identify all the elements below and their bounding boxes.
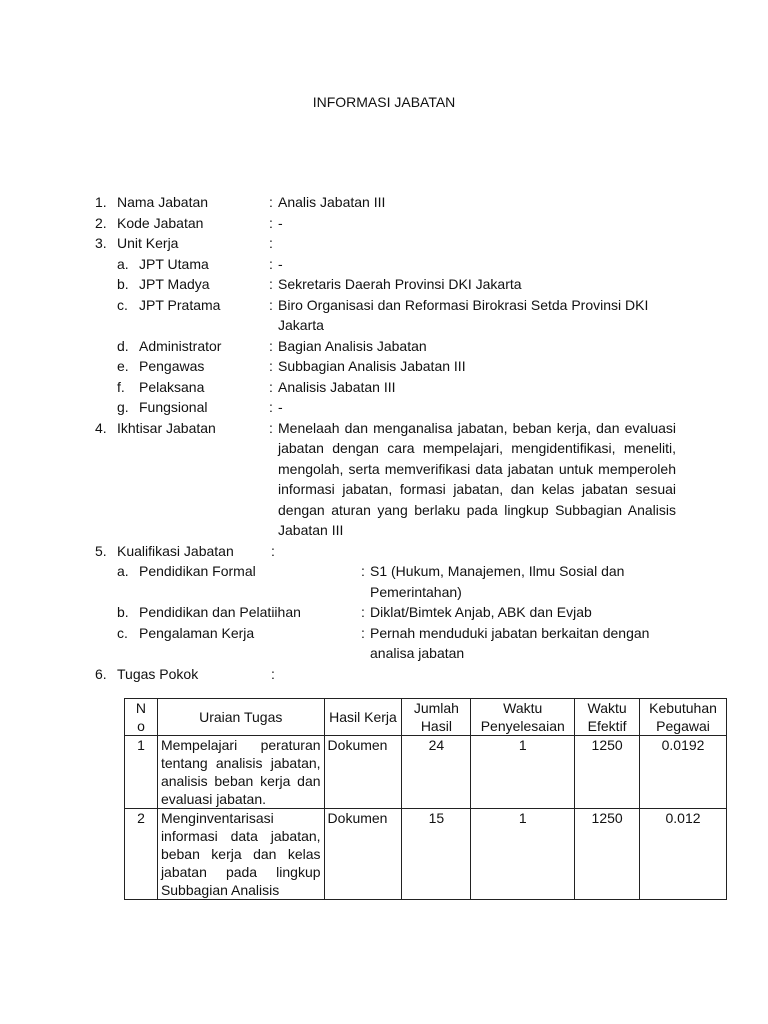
- item-number: 5.: [95, 542, 107, 559]
- cell-hasil-kerja: Dokumen: [324, 809, 402, 900]
- sub-label: Pendidikan dan Pelatiihan: [139, 604, 301, 620]
- sub-value: Bagian Analisis Jabatan: [278, 337, 427, 354]
- sub-letter: b.: [117, 276, 129, 292]
- header-kebutuhan-pegawai: Kebutuhan Pegawai: [640, 699, 727, 736]
- header-jumlah-hasil: Jumlah Hasil: [402, 699, 471, 736]
- item-label: Nama Jabatan: [117, 194, 209, 210]
- ikhtisar-text: Menelaah dan menganalisa jabatan, beban kerja, dan evaluasi jabatan dengan cara mempelajari, mengidentifikasi, meneliti, mengolah, serta memverifikasi data jabatan untuk memperoleh informasi jabatan, formasi jabatan, dan kelas jabatan sesuai dengan aturan yang berlaku pada lingkup Subbagian Analisis Jabatan III: [278, 419, 676, 538]
- sub-value: Diklat/Bimtek Anjab, ABK dan Evjab: [370, 604, 592, 620]
- unit-jpt-pratama: [95, 295, 695, 336]
- item-number: 3.: [95, 235, 107, 251]
- cell-hasil-kerja: Dokumen: [324, 736, 402, 809]
- table-row: [125, 736, 727, 809]
- table-header-row: [125, 699, 727, 736]
- sub-label: Pelaksana: [139, 378, 205, 395]
- kual-pendidikan-pelatihan: [95, 602, 695, 623]
- colon: :: [361, 624, 365, 641]
- cell-uraian: Mempelajari peraturan tentang analisis jabatan, analisis beban kerja dan evaluasi jabatan.: [157, 736, 324, 809]
- item-number: 1.: [95, 194, 107, 210]
- sub-label: Administrator: [139, 337, 222, 354]
- colon: :: [361, 563, 365, 579]
- sub-letter: b.: [117, 604, 129, 620]
- unit-pelaksana: [95, 377, 695, 398]
- header-waktu-penyelesaian: Waktu Penyelesaian: [471, 699, 575, 736]
- item-label: Unit Kerja: [117, 235, 179, 251]
- item-ikhtisar-jabatan: [95, 418, 695, 541]
- sub-value: Pernah menduduki jabatan berkaitan dengan analisa jabatan: [370, 624, 650, 661]
- kual-pendidikan-formal: [95, 561, 695, 602]
- item-label: Kode Jabatan: [117, 214, 204, 231]
- header-waktu-efektif: Waktu Efektif: [575, 699, 640, 736]
- sub-value: S1 (Hukum, Manajemen, Ilmu Sosial dan Pemerintahan): [370, 563, 625, 600]
- item-value: -: [278, 214, 283, 231]
- item-label: Kualifikasi Jabatan: [117, 542, 234, 559]
- unit-administrator: [95, 336, 695, 357]
- colon: :: [269, 255, 273, 272]
- sub-value: Subbagian Analisis Jabatan III: [278, 358, 466, 374]
- cell-waktu-efektif: 1250: [575, 809, 640, 900]
- colon: :: [269, 378, 273, 395]
- sub-value: Biro Organisasi dan Reformasi Birokrasi Setda Provinsi DKI Jakarta: [278, 296, 649, 333]
- sub-value: -: [278, 399, 283, 415]
- cell-jumlah-hasil: 15: [402, 809, 471, 900]
- colon: :: [269, 399, 273, 415]
- colon: :: [269, 214, 273, 231]
- colon: :: [269, 419, 273, 436]
- sub-label: JPT Pratama: [139, 296, 221, 313]
- header-hasil-kerja: Hasil Kerja: [324, 699, 402, 736]
- sub-letter: g.: [117, 399, 129, 415]
- colon: :: [269, 358, 273, 374]
- cell-waktu-efektif: 1250: [575, 736, 640, 809]
- header-no: No: [125, 699, 158, 736]
- cell-kebutuhan-pegawai: 0.0192: [640, 736, 727, 809]
- unit-fungsional: [95, 397, 695, 418]
- sub-label: JPT Madya: [139, 276, 210, 292]
- cell-no: 2: [125, 809, 158, 900]
- colon: :: [269, 194, 273, 210]
- sub-label: JPT Utama: [139, 255, 209, 272]
- cell-kebutuhan-pegawai: 0.012: [640, 809, 727, 900]
- cell-waktu-penyelesaian: 1: [471, 736, 575, 809]
- item-kualifikasi-jabatan: [95, 541, 695, 562]
- sub-letter: c.: [117, 624, 128, 641]
- sub-value: Sekretaris Daerah Provinsi DKI Jakarta: [278, 276, 522, 292]
- unit-jpt-utama: [95, 254, 695, 275]
- sub-value: -: [278, 255, 283, 272]
- colon: :: [361, 604, 365, 620]
- item-number: 4.: [95, 419, 107, 436]
- sub-label: Fungsional: [139, 399, 208, 415]
- table-row: [125, 809, 727, 900]
- item-number: 6.: [95, 665, 107, 682]
- item-tugas-pokok: [95, 664, 695, 685]
- sub-label: Pengawas: [139, 358, 205, 374]
- sub-letter: f.: [117, 378, 125, 395]
- cell-jumlah-hasil: 24: [402, 736, 471, 809]
- sub-label: Pengalaman Kerja: [139, 624, 255, 641]
- cell-waktu-penyelesaian: 1: [471, 809, 575, 900]
- tugas-pokok-table: [124, 698, 727, 900]
- sub-letter: e.: [117, 358, 129, 374]
- sub-value: Analisis Jabatan III: [278, 378, 396, 395]
- item-value: Analis Jabatan III: [278, 194, 386, 210]
- sub-letter: d.: [117, 337, 129, 354]
- kual-pengalaman-kerja: [95, 623, 695, 664]
- unit-jpt-madya: [95, 274, 695, 295]
- colon: :: [269, 337, 273, 354]
- item-nama-jabatan: [95, 192, 695, 213]
- sub-letter: a.: [117, 255, 129, 272]
- colon: :: [271, 665, 275, 682]
- colon: :: [269, 296, 273, 313]
- item-kode-jabatan: [95, 213, 695, 234]
- cell-no: 1: [125, 736, 158, 809]
- cell-uraian: Menginventarisasi informasi data jabatan, beban kerja dan kelas jabatan pada lingkup Subbagian Analisis: [157, 809, 324, 900]
- item-label: Ikhtisar Jabatan: [117, 419, 216, 436]
- item-label: Tugas Pokok: [117, 665, 199, 682]
- colon: :: [269, 235, 273, 251]
- page-title: INFORMASI JABATAN: [312, 94, 456, 110]
- item-unit-kerja: [95, 233, 695, 254]
- item-number: 2.: [95, 214, 107, 231]
- unit-pengawas: [95, 356, 695, 377]
- header-uraian-tugas: Uraian Tugas: [157, 699, 324, 736]
- section-identitas: [95, 192, 695, 684]
- sub-label: Pendidikan Formal: [139, 563, 256, 579]
- sub-letter: c.: [117, 296, 128, 313]
- sub-letter: a.: [117, 563, 129, 579]
- colon: :: [269, 276, 273, 292]
- colon: :: [271, 542, 275, 559]
